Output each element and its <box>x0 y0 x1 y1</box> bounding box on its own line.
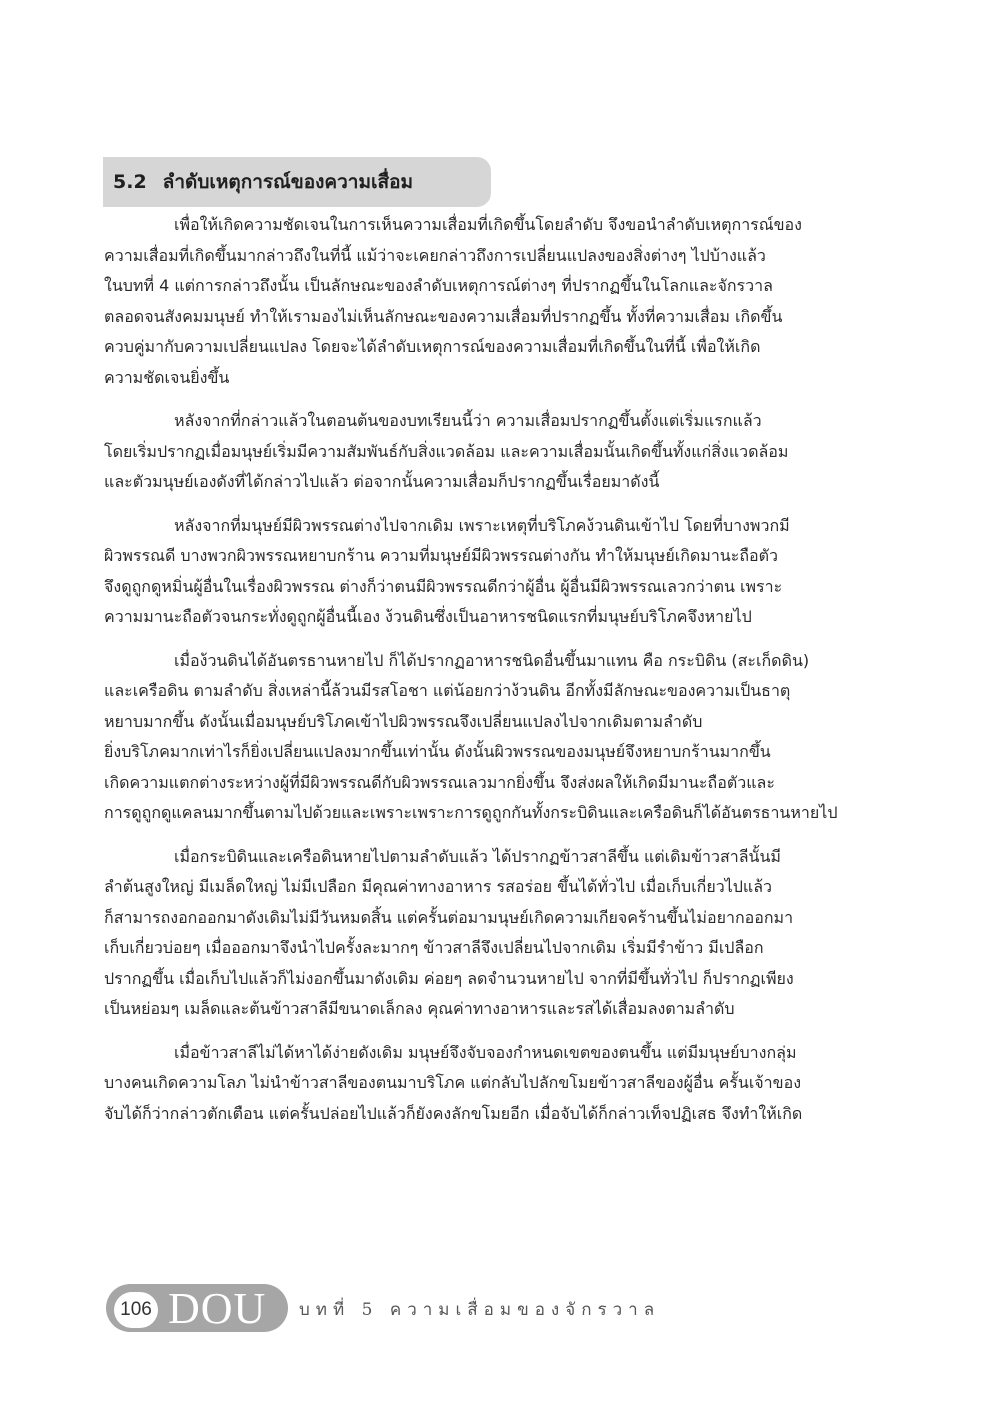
paragraph-1 <box>104 210 878 393</box>
paragraph-6 <box>104 1038 878 1130</box>
text-line: จึงดูถูกดูหมิ่นผู้อื่นในเรื่องผิวพรรณ ต่างก็ว่าตนมีผิวพรรณดีกว่าผู้อื่น ผู้อื่นมีผิวพรรณเลวกว่าตน เพราะ <box>104 576 783 596</box>
text-line: หลังจากที่กล่าวแล้วในตอนต้นของบทเรียนนี้ว่า ความเสื่อมปรากฏขึ้นตั้งแต่เริ่มแรกแล้ว <box>174 411 762 430</box>
text-line: และตัวมนุษย์เองดังที่ได้กล่าวไปแล้ว ต่อจากนั้นความเสื่อมก็ปรากฏขึ้นเรื่อยมาดังนี้ <box>104 472 660 491</box>
text-line: ยิ่งบริโภคมากเท่าไรก็ยิ่งเปลี่ยนแปลงมากขึ้นเท่านั้น ดังนั้นผิวพรรณของมนุษย์จึงหยาบกร้านมากขึ้น <box>104 742 771 761</box>
text-line: เพื่อให้เกิดความชัดเจนในการเห็นความเสื่อมที่เกิดขึ้นโดยลำดับ จึงขอนำลำดับเหตุการณ์ของ <box>174 215 802 234</box>
chapter-title: บทที่ 5 ความเสื่อมของจักรวาล <box>299 1300 661 1320</box>
footer-badge <box>106 1284 288 1332</box>
paragraph-5 <box>104 842 878 1025</box>
body-text <box>104 210 878 1142</box>
text-line: ผิวพรรณดี บางพวกผิวพรรณหยาบกร้าน ความที่มนุษย์มีผิวพรรณต่างกัน ทำให้มนุษย์เกิดมานะถือตัว <box>104 546 779 565</box>
text-line: ความชัดเจนยิ่งขึ้น <box>104 367 230 387</box>
text-line: เมื่อข้าวสาลีไม่ได้หาได้ง่ายดังเดิม มนุษย์จึงจับจองกำหนดเขตของตนขึ้น แต่มีมนุษย์บางกลุ่ม <box>174 1042 797 1062</box>
paragraph-2 <box>104 406 878 498</box>
text-line: ปรากฏขึ้น เมื่อเก็บไปแล้วก็ไม่งอกขึ้นมาดังเดิม ค่อยๆ ลดจำนวนหายไป จากที่มีขึ้นทั่วไป ก็ปรากฏเพียง <box>104 968 794 988</box>
text-line: ตลอดจนสังคมมนุษย์ ทำให้เรามองไม่เห็นลักษณะของความเสื่อมที่ปรากฏขึ้น ทั้งที่ความเสื่อม เกิดขึ้น <box>104 306 783 326</box>
text-line: และเครือดิน ตามลำดับ สิ่งเหล่านี้ล้วนมีรสโอชา แต่น้อยกว่าง้วนดิน อีกทั้งมีลักษณะของความเป็นธาตุ <box>104 681 791 700</box>
text-line: บางคนเกิดความโลภ ไม่นำข้าวสาลีของตนมาบริโภค แต่กลับไปลักขโมยข้าวสาลีของผู้อื่น ครั้นเจ้าของ <box>104 1073 802 1092</box>
paragraph-3 <box>104 511 878 633</box>
text-line: ความเสื่อมที่เกิดขึ้นมากล่าวถึงในที่นี้ แม้ว่าจะเคยกล่าวถึงการเปลี่ยนแปลงของสิ่งต่างๆ ไปบ้างแล้ว <box>104 245 766 265</box>
text-line: ในบทที่ 4 แต่การกล่าวถึงนั้น เป็นลักษณะของลำดับเหตุการณ์ต่างๆ ที่ปรากฏขึ้นในโลกและจักรวาล <box>104 276 773 295</box>
paragraph-4 <box>104 646 878 829</box>
text-line: เมื่อกระบิดินและเครือดินหายไปตามลำดับแล้ว ได้ปรากฏข้าวสาลีขึ้น แต่เดิมข้าวสาลีนั้นมี <box>174 846 781 866</box>
text-line: ลำต้นสูงใหญ่ มีเมล็ดใหญ่ ไม่มีเปลือก มีคุณค่าทางอาหาร รสอร่อย ขึ้นได้ทั่วไป เมื่อเก็บเกี่ยวไปแล้ว <box>104 877 773 896</box>
dou-logo: DOU <box>168 1284 267 1333</box>
text-line: การดูถูกดูแคลนมากขึ้นตามไปด้วยและเพราะเพราะการดูถูกกันทั้งกระบิดินและเครือดินก็ได้อันตรธานหายไป <box>104 803 838 822</box>
page-number: 106 <box>114 1292 158 1328</box>
text-line: หลังจากที่มนุษย์มีผิวพรรณต่างไปจากเดิม เพราะเหตุที่บริโภคง้วนดินเข้าไป โดยที่บางพวกมี <box>174 515 790 535</box>
text-line: ความมานะถือตัวจนกระทั่งดูถูกผู้อื่นนี้เอง ง้วนดินซึ่งเป็นอาหารชนิดแรกที่มนุษย์บริโภคจึงหายไป <box>104 607 752 626</box>
text-line: จับได้ก็ว่ากล่าวตักเตือน แต่ครั้นปล่อยไปแล้วก็ยังคงลักขโมยอีก เมื่อจับได้ก็กล่าวเท็จปฏิเสธ จึงทำให้เกิด <box>104 1103 803 1123</box>
text-line: หยาบมากขึ้น ดังนั้นเมื่อมนุษย์บริโภคเข้าไปผิวพรรณจึงเปลี่ยนแปลงไปจากเดิมตามลำดับ <box>104 711 703 731</box>
text-line: ควบคู่มากับความเปลี่ยนแปลง โดยจะได้ลำดับเหตุการณ์ของความเสื่อมที่เกิดขึ้นในที่นี้ เพื่อให้เกิด <box>104 337 761 356</box>
text-line: เก็บเกี่ยวบ่อยๆ เมื่อออกมาจึงนำไปครั้งละมากๆ ข้าวสาลีจึงเปลี่ยนไปจากเดิม เริ่มมีรำข้าว มีเปลือก <box>104 938 764 957</box>
text-line: ก็สามารถงอกออกมาดังเดิมไม่มีวันหมดสิ้น แต่ครั้นต่อมามนุษย์เกิดความเกียจคร้านขึ้นไม่อยากออกมา <box>104 907 794 927</box>
page-footer <box>106 1282 866 1332</box>
section-number: 5.2 <box>113 171 147 193</box>
text-line: เมื่อง้วนดินได้อันตรธานหายไป ก็ได้ปรากฏอาหารชนิดอื่นขึ้นมาแทน คือ กระบิดิน (สะเก็ดดิน) <box>174 650 810 670</box>
text-line: เกิดความแตกต่างระหว่างผู้ที่มีผิวพรรณดีกับผิวพรรณเลวมากยิ่งขึ้น จึงส่งผลให้เกิดมีมานะถือตัวและ <box>104 772 775 792</box>
text-line: เป็นหย่อมๆ เมล็ดและต้นข้าวสาลีมีขนาดเล็กลง คุณค่าทางอาหารและรสได้เสื่อมลงตามลำดับ <box>104 999 735 1018</box>
text-line: โดยเริ่มปรากฏเมื่อมนุษย์เริ่มมีความสัมพันธ์กับสิ่งแวดล้อม และความเสื่อมนั้นเกิดขึ้นทั้งแก่สิ่งแวดล้อม <box>104 441 789 461</box>
section-heading <box>103 157 491 207</box>
section-title: ลำดับเหตุการณ์ของความเสื่อม <box>162 171 414 193</box>
